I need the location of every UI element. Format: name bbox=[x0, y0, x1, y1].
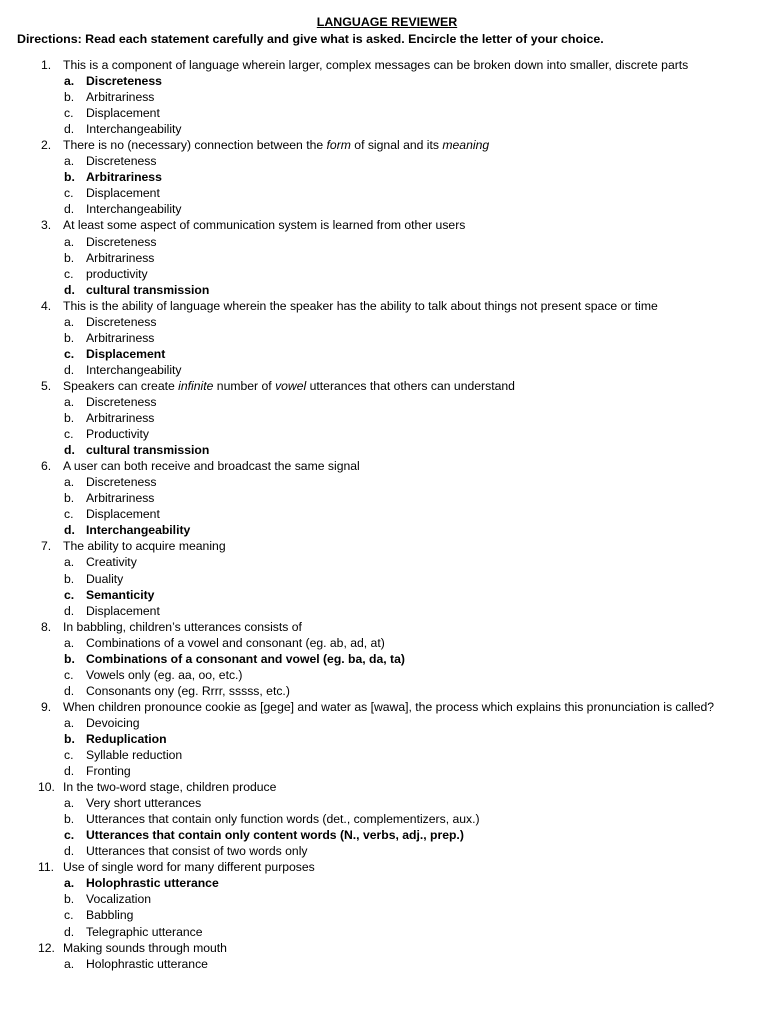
option-text: Holophrastic utterance bbox=[86, 956, 208, 971]
question-text: This is the ability of language wherein the speaker has the ability to talk about things not present space or time bbox=[63, 298, 658, 313]
question-item bbox=[0, 779, 768, 859]
option-text: Discreteness bbox=[86, 234, 157, 249]
answer-option[interactable] bbox=[0, 907, 768, 923]
option-letter: b. bbox=[64, 571, 75, 586]
question-stem bbox=[0, 217, 768, 233]
option-text: cultural transmission bbox=[86, 282, 210, 297]
option-text: Vowels only (eg. aa, oo, etc.) bbox=[86, 667, 243, 682]
directions-text: Directions: Read each statement carefully and give what is asked. Encircle the letter of your choice. bbox=[17, 32, 604, 46]
question-number: 11. bbox=[38, 860, 55, 875]
question-text-italic: form bbox=[326, 138, 351, 153]
answer-option[interactable] bbox=[0, 330, 768, 346]
question-text: In the two-word stage, children produce bbox=[63, 780, 277, 795]
question-number: 4. bbox=[41, 298, 52, 313]
option-text: Telegraphic utterance bbox=[86, 924, 203, 939]
answer-option[interactable] bbox=[0, 250, 768, 266]
answer-option[interactable] bbox=[0, 105, 768, 121]
answer-option[interactable] bbox=[0, 635, 768, 651]
option-letter: b. bbox=[64, 812, 75, 827]
option-letter: b. bbox=[64, 330, 75, 345]
option-letter: c. bbox=[64, 346, 75, 361]
option-text: Holophrastic utterance bbox=[86, 876, 219, 891]
answer-option[interactable] bbox=[0, 153, 768, 169]
option-letter: b. bbox=[64, 411, 75, 426]
option-letter: c. bbox=[64, 427, 74, 442]
question-number: 6. bbox=[41, 459, 52, 474]
option-text: Utterances that contain only content words (N., verbs, adj., prep.) bbox=[86, 828, 464, 843]
question-number: 9. bbox=[41, 699, 52, 714]
question-text-italic: infinite bbox=[178, 378, 214, 393]
answer-option[interactable] bbox=[0, 795, 768, 811]
question-text: At least some aspect of communication system is learned from other users bbox=[63, 218, 466, 233]
option-text: Combinations of a vowel and consonant (eg. ab, ad, at) bbox=[86, 635, 385, 650]
answer-option[interactable] bbox=[0, 956, 768, 972]
answer-option[interactable] bbox=[0, 410, 768, 426]
option-letter: d. bbox=[64, 764, 75, 779]
option-letter: d. bbox=[64, 844, 75, 859]
option-text: Semanticity bbox=[86, 587, 155, 602]
question-text: This is a component of language wherein larger, complex messages can be broken down into smaller, discrete parts bbox=[63, 58, 689, 72]
question-stem bbox=[0, 458, 768, 474]
option-text: cultural transmission bbox=[86, 443, 210, 458]
option-letter: c. bbox=[64, 266, 74, 281]
option-text: Arbitrariness bbox=[86, 411, 155, 426]
option-text: productivity bbox=[86, 266, 148, 281]
option-letter: a. bbox=[64, 715, 75, 730]
question-number: 10. bbox=[38, 780, 55, 795]
question-text: There is no (necessary) connection between the bbox=[63, 138, 327, 153]
option-text: Very short utterances bbox=[86, 796, 202, 811]
answer-option[interactable] bbox=[0, 827, 768, 843]
option-text: Arbitrariness bbox=[86, 90, 155, 105]
option-letter: a. bbox=[64, 314, 75, 329]
option-letter: a. bbox=[64, 796, 75, 811]
answer-option[interactable] bbox=[0, 811, 768, 827]
question-text-italic: meaning bbox=[442, 138, 490, 153]
option-text: Syllable reduction bbox=[86, 748, 183, 763]
question-text: number of bbox=[213, 378, 276, 393]
question-item bbox=[0, 57, 768, 137]
option-text: Discreteness bbox=[86, 154, 157, 169]
question-item bbox=[0, 619, 768, 699]
answer-option[interactable] bbox=[0, 426, 768, 442]
option-letter: b. bbox=[64, 651, 75, 666]
option-letter: d. bbox=[64, 122, 75, 137]
question-number: 1. bbox=[41, 58, 52, 72]
option-letter: a. bbox=[64, 154, 75, 169]
answer-option[interactable] bbox=[0, 266, 768, 282]
option-letter: a. bbox=[64, 394, 75, 409]
option-letter: c. bbox=[64, 186, 74, 201]
question-text: Making sounds through mouth bbox=[63, 940, 227, 955]
question-text: Use of single word for many different purposes bbox=[63, 860, 315, 875]
question-stem bbox=[0, 298, 768, 314]
answer-option[interactable] bbox=[0, 891, 768, 907]
question-item bbox=[0, 538, 768, 618]
option-text: Creativity bbox=[86, 555, 137, 570]
answer-option[interactable] bbox=[0, 346, 768, 362]
answer-option[interactable] bbox=[0, 875, 768, 891]
option-letter: d. bbox=[64, 924, 75, 939]
answer-option[interactable] bbox=[0, 314, 768, 330]
option-letter: b. bbox=[64, 250, 75, 265]
answer-option[interactable] bbox=[0, 362, 768, 378]
answer-option[interactable] bbox=[0, 554, 768, 570]
answer-option[interactable] bbox=[0, 603, 768, 619]
answer-option[interactable] bbox=[0, 185, 768, 201]
answer-option[interactable] bbox=[0, 121, 768, 137]
question-text: When children pronounce cookie as [gege] and water as [wawa], the process which explains this pronunciation is called? bbox=[63, 699, 715, 714]
answer-option[interactable] bbox=[0, 490, 768, 506]
option-letter: b. bbox=[64, 892, 75, 907]
question-item bbox=[0, 378, 768, 458]
option-letter: d. bbox=[64, 603, 75, 618]
question-item bbox=[0, 137, 768, 217]
question-item bbox=[0, 940, 768, 972]
question-number: 5. bbox=[41, 378, 52, 393]
answer-option[interactable] bbox=[0, 571, 768, 587]
option-text: Devoicing bbox=[86, 715, 140, 730]
option-text: Displacement bbox=[86, 346, 166, 361]
option-text: Displacement bbox=[86, 507, 160, 522]
question-item bbox=[0, 699, 768, 779]
option-letter: a. bbox=[64, 876, 75, 891]
question-item bbox=[0, 458, 768, 538]
option-text: Interchangeability bbox=[86, 202, 182, 217]
question-text: A user can both receive and broadcast the same signal bbox=[63, 459, 360, 474]
option-letter: a. bbox=[64, 234, 75, 249]
answer-option[interactable] bbox=[0, 715, 768, 731]
option-letter: c. bbox=[64, 587, 75, 602]
answer-option[interactable] bbox=[0, 763, 768, 779]
answer-option[interactable] bbox=[0, 843, 768, 859]
option-letter: c. bbox=[64, 748, 74, 763]
option-letter: a. bbox=[64, 635, 75, 650]
option-text: Arbitrariness bbox=[86, 330, 155, 345]
option-text: Discreteness bbox=[86, 314, 157, 329]
option-letter: d. bbox=[64, 443, 75, 458]
option-letter: d. bbox=[64, 202, 75, 217]
answer-option[interactable] bbox=[0, 169, 768, 185]
answer-option[interactable] bbox=[0, 651, 768, 667]
question-number: 3. bbox=[41, 218, 52, 233]
question-text: In babbling, children’s utterances consists of bbox=[63, 619, 302, 634]
option-text: Utterances that consist of two words only bbox=[86, 844, 308, 859]
option-letter: b. bbox=[64, 90, 75, 105]
question-list bbox=[0, 57, 768, 972]
question-item bbox=[0, 298, 768, 378]
answer-option[interactable] bbox=[0, 89, 768, 105]
option-text: Utterances that contain only function words (det., complementizers, aux.) bbox=[86, 812, 480, 827]
question-text: of signal and its bbox=[350, 138, 443, 153]
option-text: Interchangeability bbox=[86, 523, 191, 538]
question-stem bbox=[0, 859, 768, 875]
option-text: Vocalization bbox=[86, 892, 152, 907]
question-item bbox=[0, 859, 768, 939]
question-stem bbox=[0, 619, 768, 635]
question-stem bbox=[0, 378, 768, 394]
answer-option[interactable] bbox=[0, 747, 768, 763]
question-stem bbox=[0, 538, 768, 554]
option-letter: b. bbox=[64, 731, 75, 746]
question-stem bbox=[0, 940, 768, 956]
answer-option[interactable] bbox=[0, 924, 768, 940]
question-number: 12. bbox=[38, 940, 55, 955]
answer-option[interactable] bbox=[0, 667, 768, 683]
option-text: Duality bbox=[86, 571, 124, 586]
answer-option[interactable] bbox=[0, 73, 768, 89]
answer-option[interactable] bbox=[0, 201, 768, 217]
answer-option[interactable] bbox=[0, 506, 768, 522]
question-number: 2. bbox=[41, 138, 52, 153]
answer-option[interactable] bbox=[0, 522, 768, 538]
question-stem bbox=[0, 779, 768, 795]
question-item bbox=[0, 217, 768, 297]
answer-option[interactable] bbox=[0, 234, 768, 250]
answer-option[interactable] bbox=[0, 474, 768, 490]
option-text: Babbling bbox=[86, 908, 134, 923]
answer-option[interactable] bbox=[0, 587, 768, 603]
question-number: 7. bbox=[41, 539, 52, 554]
option-letter: d. bbox=[64, 523, 75, 538]
option-text: Displacement bbox=[86, 603, 160, 618]
option-text: Discreteness bbox=[86, 394, 157, 409]
option-letter: a. bbox=[64, 475, 75, 490]
option-text: Arbitrariness bbox=[86, 491, 155, 506]
option-letter: a. bbox=[64, 956, 75, 971]
option-letter: c. bbox=[64, 908, 74, 923]
option-letter: c. bbox=[64, 667, 74, 682]
option-letter: b. bbox=[64, 170, 75, 185]
question-number: 8. bbox=[41, 619, 52, 634]
question-stem bbox=[0, 137, 768, 153]
answer-option[interactable] bbox=[0, 731, 768, 747]
option-text: Interchangeability bbox=[86, 122, 182, 137]
option-text: Reduplication bbox=[86, 731, 167, 746]
answer-option[interactable] bbox=[0, 683, 768, 699]
page-title: LANGUAGE REVIEWER bbox=[316, 15, 458, 29]
answer-option[interactable] bbox=[0, 282, 768, 298]
question-stem bbox=[0, 699, 768, 715]
option-text: Displacement bbox=[86, 186, 160, 201]
option-letter: a. bbox=[64, 74, 75, 89]
option-text: Arbitrariness bbox=[86, 170, 162, 185]
option-letter: d. bbox=[64, 282, 75, 297]
question-stem bbox=[0, 57, 768, 73]
option-text: Interchangeability bbox=[86, 362, 182, 377]
option-letter: d. bbox=[64, 362, 75, 377]
option-letter: a. bbox=[64, 555, 75, 570]
answer-option[interactable] bbox=[0, 394, 768, 410]
option-letter: b. bbox=[64, 491, 75, 506]
question-text: Speakers can create bbox=[63, 378, 179, 393]
option-text: Productivity bbox=[86, 427, 149, 442]
option-letter: c. bbox=[64, 106, 74, 121]
answer-option[interactable] bbox=[0, 442, 768, 458]
option-text: Discreteness bbox=[86, 74, 162, 89]
option-letter: d. bbox=[64, 683, 75, 698]
option-text: Consonants ony (eg. Rrrr, sssss, etc.) bbox=[86, 683, 290, 698]
option-text: Combinations of a consonant and vowel (eg. ba, da, ta) bbox=[86, 651, 405, 666]
question-text: The ability to acquire meaning bbox=[63, 539, 226, 554]
option-text: Displacement bbox=[86, 106, 160, 121]
question-text-italic: vowel bbox=[275, 378, 307, 393]
option-text: Fronting bbox=[86, 764, 131, 779]
option-text: Arbitrariness bbox=[86, 250, 155, 265]
question-text: utterances that others can understand bbox=[306, 378, 515, 393]
option-letter: c. bbox=[64, 828, 75, 843]
option-text: Discreteness bbox=[86, 475, 157, 490]
option-letter: c. bbox=[64, 507, 74, 522]
